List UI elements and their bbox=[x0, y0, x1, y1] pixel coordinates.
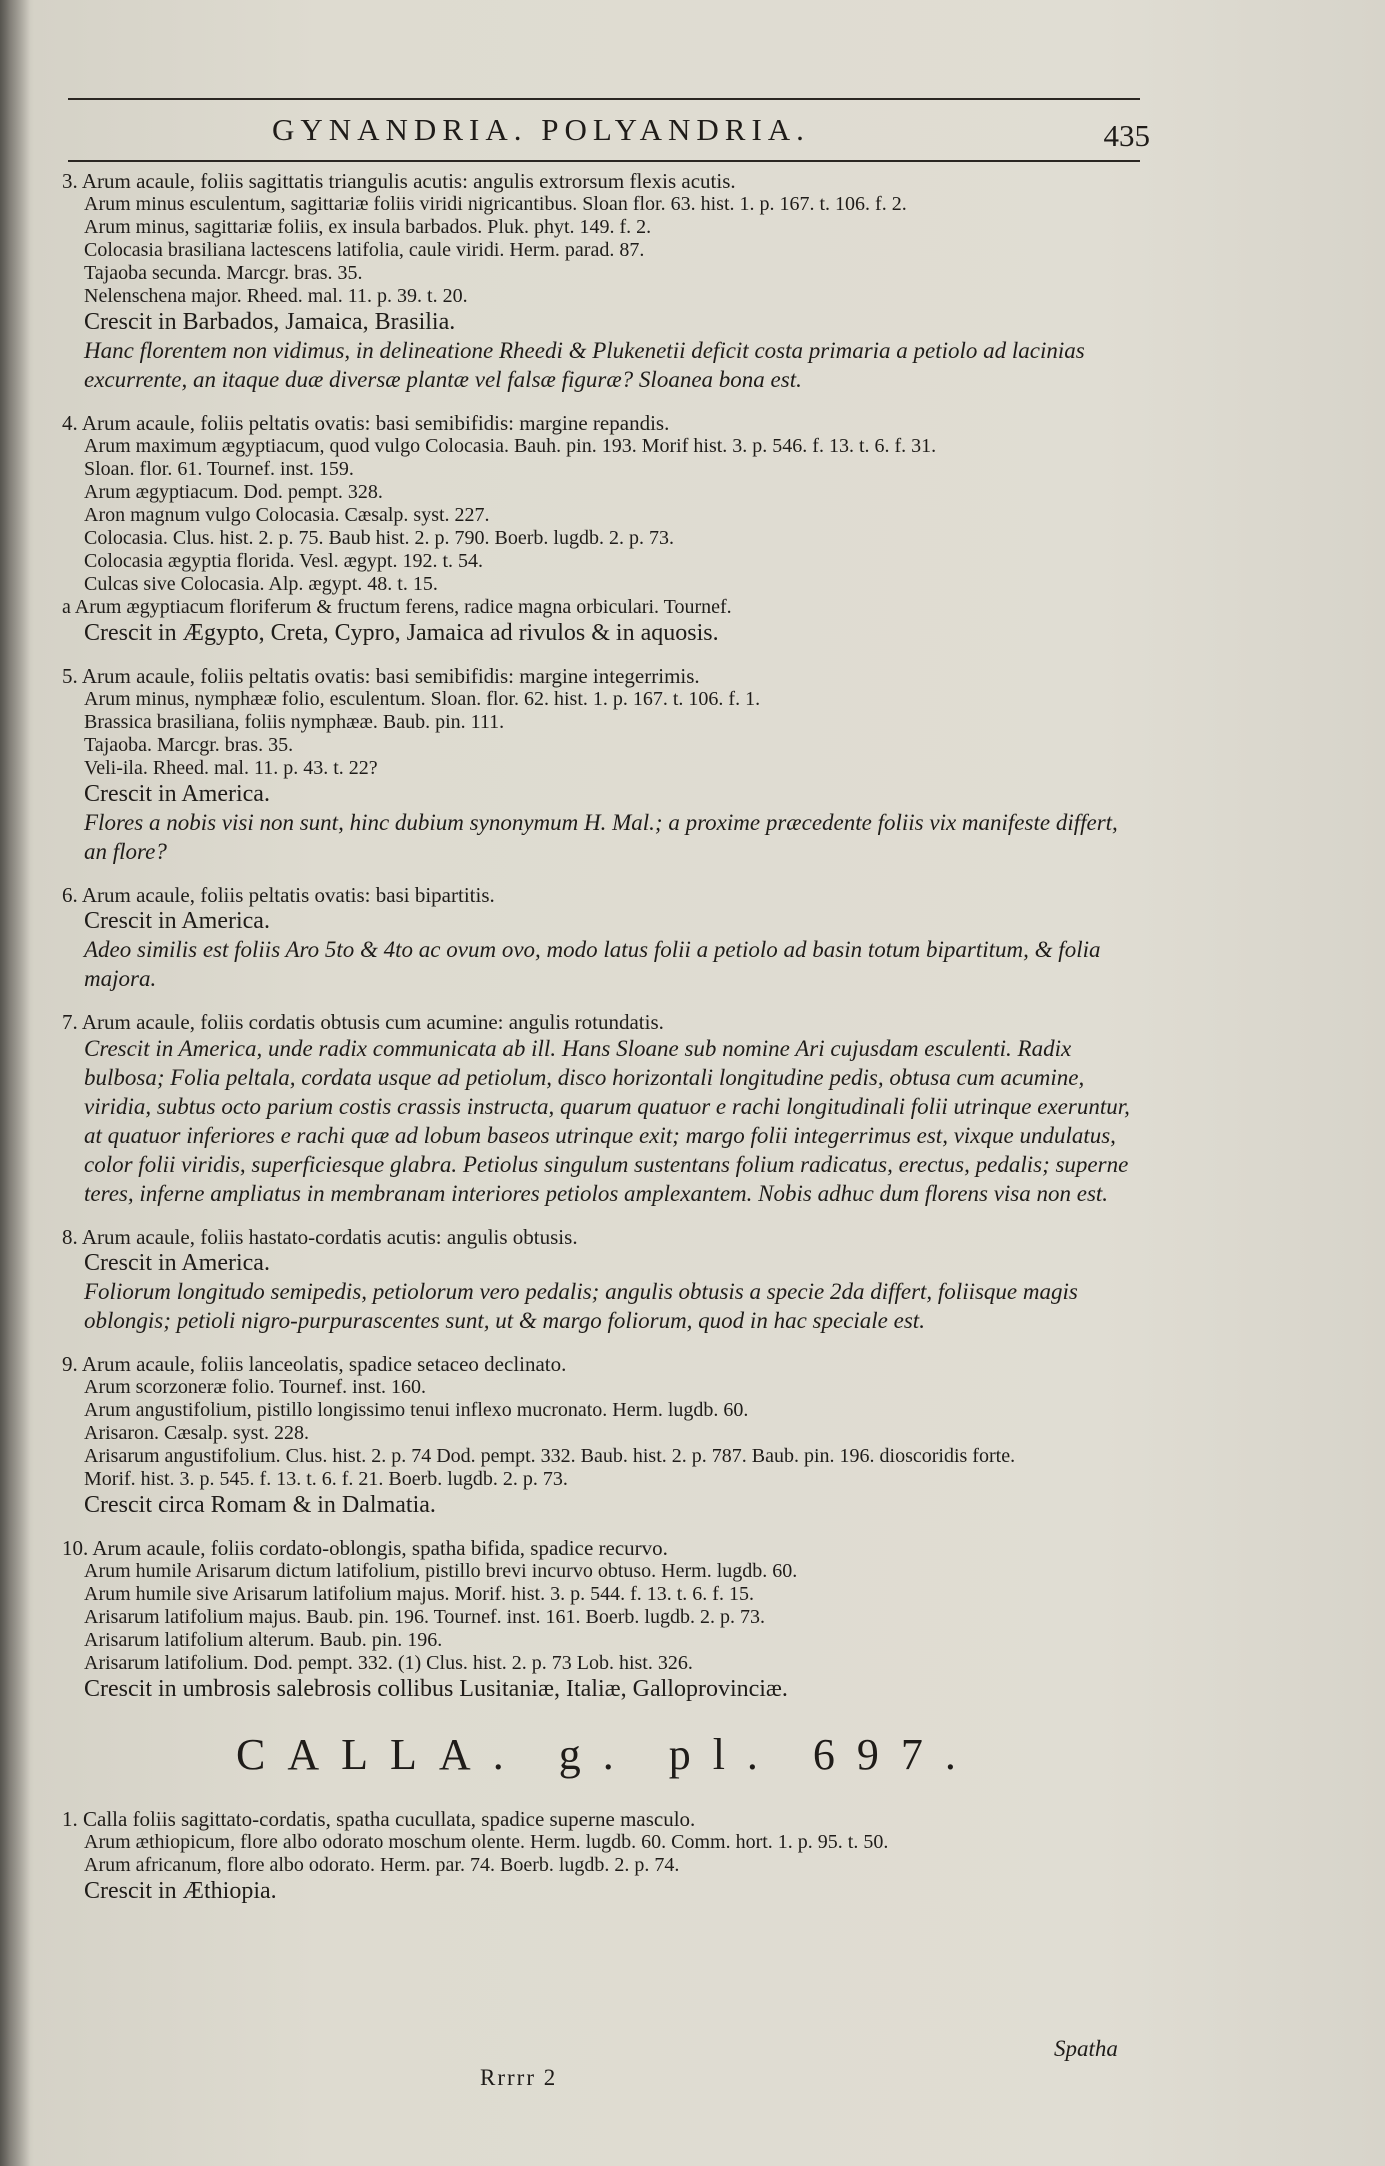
species-entry bbox=[62, 1226, 1152, 1335]
page-number: 435 bbox=[1103, 118, 1150, 153]
synonym-line: Arum africanum, flore albo odorato. Herm. par. 74. Boerb. lugdb. 2. p. 74. bbox=[84, 1854, 680, 1876]
species-heading: 9. Arum acaule, foliis lanceolatis, spadice setaceo declinato. bbox=[62, 1352, 567, 1376]
calla-section bbox=[62, 1729, 1152, 1905]
crescit-line: Crescit in America. bbox=[84, 781, 270, 807]
synonym-line: Colocasia ægyptia florida. Vesl. ægypt. 192. t. 54. bbox=[84, 550, 484, 572]
species-entry bbox=[62, 884, 1152, 993]
variety-line: a Arum ægyptiacum floriferum & fructum ferens, radice magna orbiculari. Tournef. bbox=[62, 596, 732, 618]
signature-mark: Rrrrr 2 bbox=[480, 2065, 558, 2090]
crescit-line: Crescit in Æthiopia. bbox=[84, 1878, 277, 1904]
header-rule-bottom bbox=[68, 160, 1140, 162]
header-title: GYNANDRIA. POLYANDRIA. bbox=[272, 112, 810, 147]
synonym-line: Arisarum latifolium majus. Baub. pin. 196. Tournef. inst. 161. Boerb. lugdb. 2. p. 73. bbox=[84, 1606, 765, 1628]
synonym-line: Arisarum angustifolium. Clus. hist. 2. p. 74 Dod. pempt. 332. Baub. hist. 2. p. 787. Baub. pin. 196. dioscoridis forte. bbox=[84, 1445, 1016, 1467]
species-heading: 3. Arum acaule, foliis sagittatis triangulis acutis: angulis extrorsum flexis acutis. bbox=[62, 169, 736, 193]
species-note: Adeo similis est foliis Aro 5to & 4to ac ovum ovo, modo latus folii a petiolo ad basin totum bipartitum, & folia majora. bbox=[84, 937, 1101, 991]
crescit-line: Crescit in umbrosis salebrosis collibus Lusitaniæ, Italiæ, Galloprovinciæ. bbox=[84, 1676, 788, 1702]
genus-heading: CALLA. g. pl. 697. bbox=[236, 1730, 978, 1779]
gutter-shadow bbox=[0, 0, 30, 2166]
synonym-line: Brassica brasiliana, foliis nymphææ. Baub. pin. 111. bbox=[84, 711, 505, 733]
synonym-line: Tajaoba secunda. Marcgr. bras. 35. bbox=[84, 262, 363, 284]
synonym-line: Arum humile Arisarum dictum latifolium, pistillo brevi incurvo obtuso. Herm. lugdb. 60. bbox=[84, 1560, 798, 1582]
species-heading: 5. Arum acaule, foliis peltatis ovatis: basi semibifidis: margine integerrimis. bbox=[62, 664, 700, 688]
species-note: Flores a nobis visi non sunt, hinc dubium synonymum H. Mal.; a proxime præcedente foliis vix manifeste differt, an flore? bbox=[84, 810, 1118, 864]
synonym-line: Morif. hist. 3. p. 545. f. 13. t. 6. f. 21. Boerb. lugdb. 2. p. 73. bbox=[84, 1468, 568, 1490]
species-note: Foliorum longitudo semipedis, petiolorum vero pedalis; angulis obtusis a specie 2da differt, foliisque magis oblongis; petioli nigro-purpurascentes sunt, ut & margo foliorum, quod in hac speciale est. bbox=[84, 1279, 1078, 1333]
synonym-line: Colocasia. Clus. hist. 2. p. 75. Baub hist. 2. p. 790. Boerb. lugdb. 2. p. 73. bbox=[84, 527, 674, 549]
header-rule-top bbox=[68, 98, 1140, 100]
species-entry bbox=[62, 1353, 1152, 1519]
synonym-line: Arum scorzoneræ folio. Tournef. inst. 160. bbox=[84, 1376, 427, 1398]
species-heading: 7. Arum acaule, foliis cordatis obtusis cum acumine: angulis rotundatis. bbox=[62, 1010, 664, 1034]
species-entries bbox=[62, 170, 1152, 1703]
synonym-line: Arum minus, sagittariæ foliis, ex insula barbados. Pluk. phyt. 149. f. 2. bbox=[84, 216, 652, 238]
species-entry bbox=[62, 665, 1152, 866]
synonym-line: Sloan. flor. 61. Tournef. inst. 159. bbox=[84, 458, 354, 480]
synonym-line: Colocasia brasiliana lactescens latifolia, caule viridi. Herm. parad. 87. bbox=[84, 239, 645, 261]
synonym-line: Veli-ila. Rheed. mal. 11. p. 43. t. 22? bbox=[84, 757, 378, 779]
synonym-line: Arum angustifolium, pistillo longissimo tenui inflexo mucronato. Herm. lugdb. 60. bbox=[84, 1399, 749, 1421]
species-entry bbox=[62, 170, 1152, 394]
species-note: Crescit in America, unde radix communicata ab ill. Hans Sloane sub nomine Ari cujusdam esculenti. Radix bulbosa; Folia peltala, cordata usque ad petiolum, disco horizontali longitudine pedis, obtusa cum acumine, viridia, subtus octo parium costis crassis instructa, quarum quatuor e rachi longitudinali folii utrinque exeruntur, at quatuor inferiores e rachi quæ ad lobum baseos utrinque exit; margo folii integerrimus est, vixque undulatus, color folii viridis, superficiesque glabra. Petiolus singulum sustentans folium radicatus, erectus, pedalis; superne teres, inferne ampliatus in membranam interiores petiolos amplexantem. Nobis adhuc dum florens visa non est. bbox=[84, 1036, 1130, 1206]
synonym-line: Arisarum latifolium alterum. Baub. pin. 196. bbox=[84, 1629, 443, 1651]
synonym-line: Arum ægyptiacum. Dod. pempt. 328. bbox=[84, 481, 383, 503]
synonym-line: Arisaron. Cæsalp. syst. 228. bbox=[84, 1422, 309, 1444]
running-header bbox=[62, 92, 1152, 170]
crescit-line: Crescit in America. bbox=[84, 1250, 270, 1276]
synonym-line: Arum æthiopicum, flore albo odorato moschum olente. Herm. lugdb. 60. Comm. hort. 1. p. 95. t. 50. bbox=[84, 1831, 889, 1853]
species-heading: 8. Arum acaule, foliis hastato-cordatis acutis: angulis obtusis. bbox=[62, 1225, 578, 1249]
synonym-line: Nelenschena major. Rheed. mal. 11. p. 39. t. 20. bbox=[84, 285, 468, 307]
crescit-line: Crescit in Ægypto, Creta, Cypro, Jamaica ad rivulos & in aquosis. bbox=[84, 620, 719, 646]
species-heading: 1. Calla foliis sagittato-cordatis, spatha cucullata, spadice superne masculo. bbox=[62, 1807, 696, 1831]
synonym-line: Aron magnum vulgo Colocasia. Cæsalp. syst. 227. bbox=[84, 504, 490, 526]
synonym-line: Arum minus, nymphææ folio, esculentum. Sloan. flor. 62. hist. 1. p. 167. t. 106. f. 1. bbox=[84, 688, 761, 710]
synonym-line: Arum maximum ægyptiacum, quod vulgo Colocasia. Bauh. pin. 193. Morif hist. 3. p. 546. f. 13. t. 6. f. 31. bbox=[84, 435, 937, 457]
synonym-line: Culcas sive Colocasia. Alp. ægypt. 48. t. 15. bbox=[84, 573, 438, 595]
crescit-line: Crescit in America. bbox=[84, 908, 270, 934]
synonym-line: Arisarum latifolium. Dod. pempt. 332. (1) Clus. hist. 2. p. 73 Lob. hist. 326. bbox=[84, 1652, 693, 1674]
species-heading: 4. Arum acaule, foliis peltatis ovatis: basi semibifidis: margine repandis. bbox=[62, 411, 670, 435]
species-entry bbox=[62, 412, 1152, 647]
species-heading: 6. Arum acaule, foliis peltatis ovatis: basi bipartitis. bbox=[62, 883, 495, 907]
page-content bbox=[62, 92, 1152, 1905]
synonym-line: Tajaoba. Marcgr. bras. 35. bbox=[84, 734, 294, 756]
synonym-line: Arum minus esculentum, sagittariæ foliis viridi nigricantibus. Sloan flor. 63. hist. 1. p. 167. t. 106. f. 2. bbox=[84, 193, 907, 215]
crescit-line: Crescit in Barbados, Jamaica, Brasilia. bbox=[84, 309, 456, 335]
synonym-line: Arum humile sive Arisarum latifolium majus. Morif. hist. 3. p. 544. f. 13. t. 6. f. 15. bbox=[84, 1583, 754, 1605]
species-entry bbox=[62, 1537, 1152, 1703]
crescit-line: Crescit circa Romam & in Dalmatia. bbox=[84, 1492, 436, 1518]
species-entry bbox=[62, 1011, 1152, 1208]
catchword: Spatha bbox=[1054, 2036, 1118, 2061]
species-heading: 10. Arum acaule, foliis cordato-oblongis, spatha bifida, spadice recurvo. bbox=[62, 1536, 668, 1560]
species-note: Hanc florentem non vidimus, in delineatione Rheedi & Plukenetii deficit costa primaria a petiolo ad lacinias excurrente, an itaque duæ diversæ plantæ vel falsæ figuræ? Sloanea bona est. bbox=[84, 338, 1085, 392]
